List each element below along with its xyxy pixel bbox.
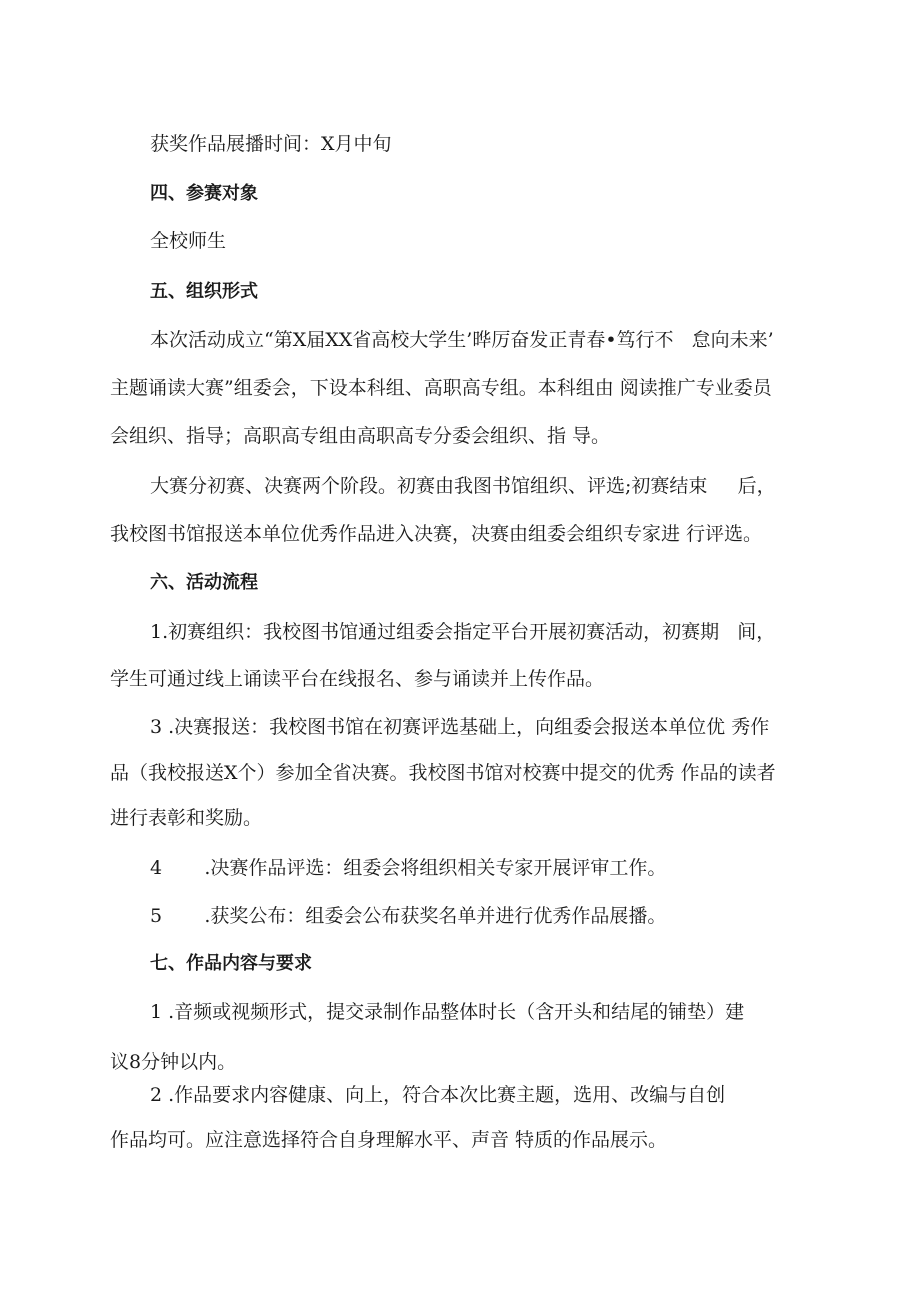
- paragraph-line: 议8分钟以内。: [110, 1051, 237, 1073]
- paragraph-line: 作品均可。应注意选择符合自身理解水平、声音 特质的作品展示。: [110, 1129, 668, 1151]
- paragraph-line: 进行表彰和奖励。: [110, 807, 263, 829]
- paragraph-line: 1.初赛组织：我校图书馆通过组委会指定平台开展初赛活动，初赛期 间，: [150, 621, 776, 643]
- section-heading-5: 五、组织形式: [150, 281, 258, 302]
- paragraph-line: 学生可通过线上诵读平台在线报名、参与诵读并上传作品。: [110, 668, 605, 690]
- paragraph-line: 5 .获奖公布：组委会公布获奖名单并进行优秀作品展播。: [150, 905, 667, 927]
- paragraph-line: 本次活动成立“第X届XX省高校大学生’晔厉奋发正青春•笃行不 怠向未来’: [150, 329, 774, 351]
- paragraph-line: 大赛分初赛、决赛两个阶段。初赛由我图书馆组织、评选;初赛结束 后，: [150, 475, 776, 497]
- paragraph-line: 品（我校报送X个）参加全省决赛。我校图书馆对校赛中提交的优秀 作品的读者: [110, 762, 776, 784]
- paragraph-line: 我校图书馆报送本单位优秀作品进入决赛，决赛由组委会组织专家进 行评选。: [110, 523, 763, 545]
- section-heading-7: 七、作品内容与要求: [150, 953, 312, 974]
- paragraph-line: 2 .作品要求内容健康、向上，符合本次比赛主题，选用、改编与自创: [150, 1084, 726, 1106]
- paragraph-line: 4 .决赛作品评选：组委会将组织相关专家开展评审工作。: [150, 857, 667, 879]
- participants-text: 全校师生: [150, 230, 227, 252]
- award-display-time: 获奖作品展播时间：X月中旬: [150, 133, 392, 155]
- section-heading-4: 四、参赛对象: [150, 183, 258, 204]
- paragraph-line: 主题诵读大赛”组委会，下设本科组、高职高专组。本科组由 阅读推广专业委员: [110, 377, 772, 399]
- section-heading-6: 六、活动流程: [150, 572, 258, 593]
- paragraph-line: 3 .决赛报送：我校图书馆在初赛评选基础上，向组委会报送本单位优 秀作: [150, 716, 770, 738]
- paragraph-line: 会组织、指导；高职高专组由高职高专分委会组织、指 导。: [110, 425, 611, 447]
- paragraph-line: 1 .音频或视频形式，提交录制作品整体时长（含开头和结尾的铺垫）建: [150, 1001, 745, 1023]
